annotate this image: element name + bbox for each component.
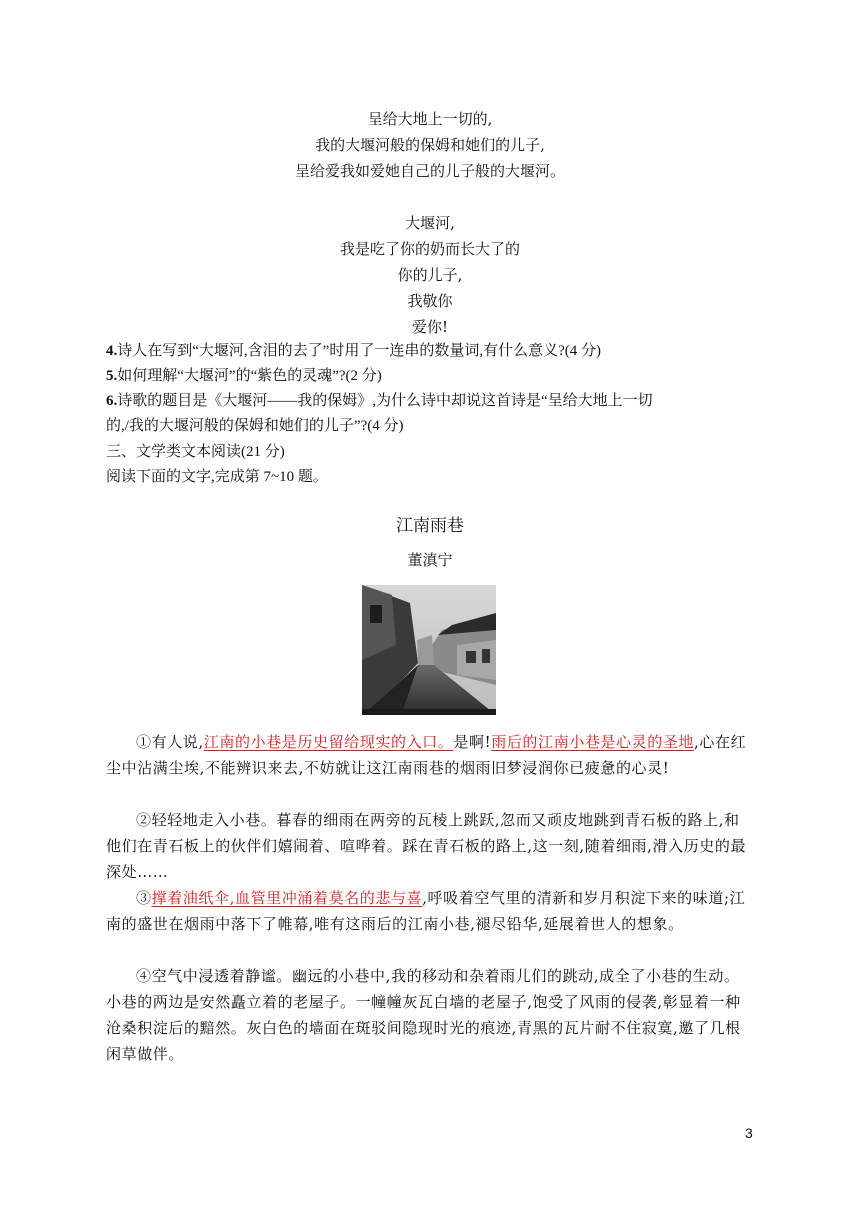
question-text: 诗歌的题目是《大堰河——我的保姆》,为什么诗中却说这首诗是“呈给大地上一切 xyxy=(117,393,653,409)
article-paragraph-2: ②轻轻地走入小巷。暮春的细雨在两旁的瓦棱上跳跃,忽而又顽皮地跳到青石板的路上,和他们在青石板上的伙伴们嬉闹着、喧哗着。踩在青石板的路上,这一刻,随着细雨,滑入历史的最深处…… xyxy=(106,811,747,881)
poem-stanza-2 xyxy=(0,210,860,340)
poem-line: 我的大堰河般的保姆和她们的儿子, xyxy=(315,136,545,154)
question-5 xyxy=(106,364,766,389)
paragraph-text: ,呼吸着空气里的清新和岁月积淀下来的味道;江南的盛世在烟雨中落下了帷幕,唯有这雨后的江南小巷,褪尽铅华,延展着世人的想象。 xyxy=(106,889,746,933)
page-number: 3 xyxy=(745,1125,753,1141)
poem-line: 大堰河, xyxy=(405,214,455,232)
question-text: 如何理解“大堰河”的“紫色的灵魂”?(2 分) xyxy=(117,368,382,384)
poem-line: 爱你! xyxy=(411,318,449,336)
paragraph-text: ,心在红尘中沾满尘埃,不能辨识来去,不妨就让这江南雨巷的烟雨旧梦浸润你已疲惫的心灵! xyxy=(106,733,747,777)
highlighted-sentence: 撑着油纸伞,血管里冲涌着莫名的悲与喜 xyxy=(151,889,423,907)
poem-line: 我敬你 xyxy=(407,292,453,310)
paragraph-text: ③ xyxy=(136,889,152,907)
article-paragraph-1 xyxy=(106,729,754,781)
article-title: 江南雨巷 xyxy=(396,516,464,536)
question-number: 5. xyxy=(106,368,118,384)
paragraph-text: 是啊! xyxy=(453,733,492,751)
article-author: 董滇宁 xyxy=(407,551,453,569)
poem-line: 你的儿子, xyxy=(397,266,463,284)
question-number: 6. xyxy=(106,393,118,409)
reading-instruction: 阅读下面的文字,完成第 7~10 题。 xyxy=(106,469,328,485)
question-text: 诗人在写到“大堰河,含泪的去了”时用了一连串的数量词,有什么意义?(4 分) xyxy=(117,343,601,359)
alley-photo xyxy=(362,585,496,715)
poem-line: 我是吃了你的奶而长大了的 xyxy=(339,240,520,258)
highlighted-sentence: 江南的小巷是历史留给现实的入口。 xyxy=(203,733,454,751)
question-6 xyxy=(106,389,766,439)
section-heading: 三、文学类文本阅读(21 分) xyxy=(106,444,285,460)
poem-line: 呈给爱我如爱她自己的儿子般的大堰河。 xyxy=(294,162,565,180)
question-4 xyxy=(106,339,766,364)
paragraph-text: ①有人说, xyxy=(136,733,204,751)
article-paragraph-4: ④空气中浸透着静谧。幽远的小巷中,我的移动和杂着雨儿们的跳动,成全了小巷的生动。小巷的两边是安然矗立着的老屋子。一幢幢灰瓦白墙的老屋子,饱受了风雨的侵袭,彰显着一种沧桑积淀后的黯然。灰白色的墙面在斑驳间隐现时光的痕迹,青黑的瓦片耐不住寂寞,邀了几根闲草做伴。 xyxy=(106,967,741,1063)
poem-stanza-1 xyxy=(0,106,860,184)
highlighted-sentence: 雨后的江南小巷是心灵的圣地 xyxy=(491,733,695,751)
question-number: 4. xyxy=(106,343,118,359)
question-text-cont: 的,/我的大堰河般的保姆和她们的儿子”?(4 分) xyxy=(106,418,404,434)
article-paragraph-3 xyxy=(106,885,754,937)
poem-line: 呈给大地上一切的, xyxy=(367,110,493,128)
